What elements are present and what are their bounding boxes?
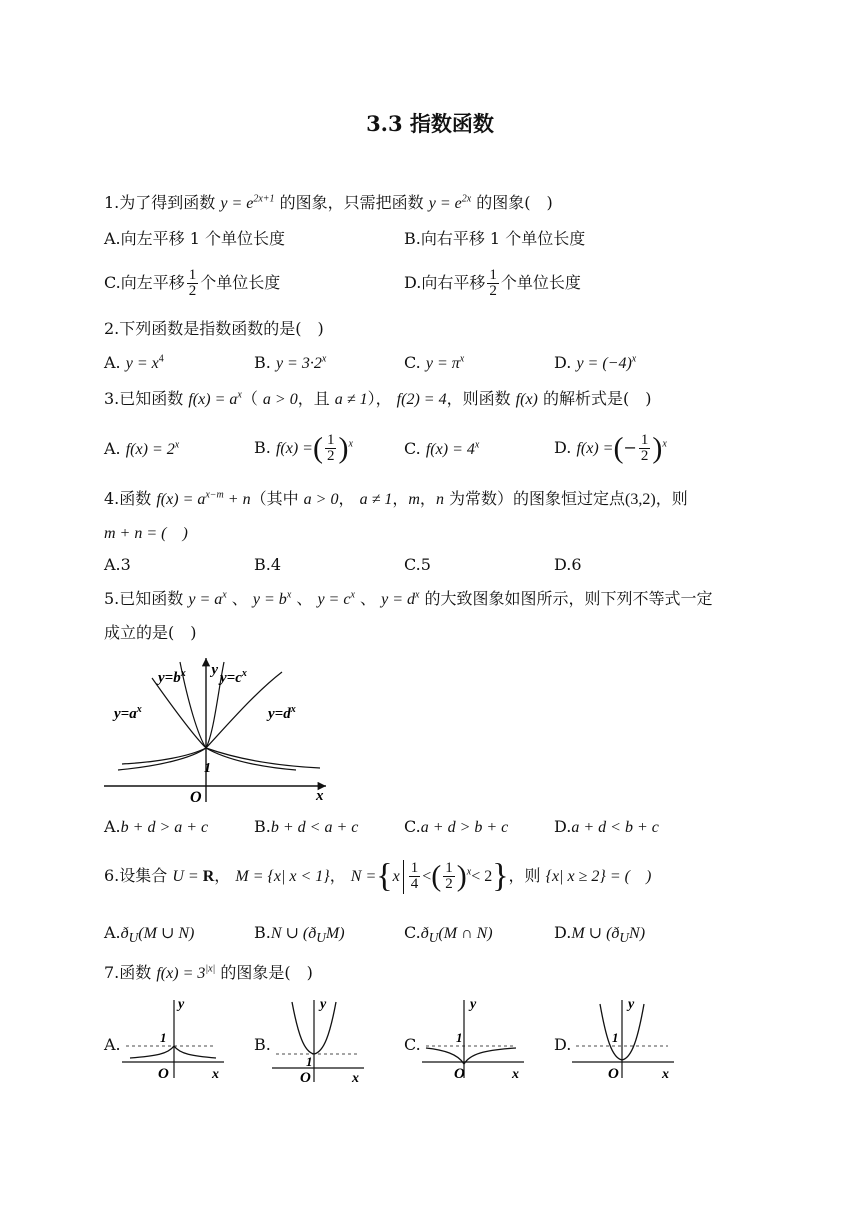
one-label: 1 — [204, 761, 211, 776]
q2-option-c: C. $y = \pi^x$ — [404, 353, 465, 372]
question-3-stem: 3.已知函数 $f(x) = a^x$（ a > 0，且 a ≠ 1）， f(2) = 4，则函数 f(x) 的解析式是( ) — [104, 389, 652, 408]
q3-option-b: B. f(x) =( $\frac{1}{2}$ )$^x$ — [254, 431, 353, 465]
question-4-stem: 4.函数 $f(x) = a^{x-m} + n$（其中 a > 0， a ≠ 1，m，n 为常数）的图象恒过定点(3,2)，则 — [104, 489, 688, 508]
label-d: $y=d^x$ — [268, 704, 296, 722]
question-4-line2: m + n = ( ) — [104, 525, 188, 542]
q7-graph-c — [420, 994, 530, 1084]
q4-option-d: D.6 — [554, 555, 582, 574]
q1-option-c: C.向左平移 $\frac{1}{2}$ 个单位长度 — [104, 267, 281, 299]
fraction: $\frac{1}{2}$ — [188, 267, 197, 299]
q5-option-a: A.b + d > a + c — [104, 817, 209, 836]
page-title: 3.3 指数函数 — [366, 111, 494, 136]
question-6-stem: 6.设集合 U = R， M = {x| x < 1}， N ={x $\frac{1}{4}$ <( $\frac{1}{2}$ )$^x$< 2}，则 {x| x ≥ 2} = ( ) — [104, 857, 652, 895]
one-label: 1 — [456, 1030, 463, 1045]
q7-graph-d — [570, 994, 680, 1084]
label-b: $y=b^x$ — [158, 668, 186, 686]
label-c: $y=c^x$ — [220, 668, 247, 686]
curve — [130, 1046, 216, 1058]
one-label: 1 — [306, 1054, 313, 1069]
y-label: y — [628, 997, 635, 1012]
q7-graph-b — [270, 994, 380, 1084]
question-5-line2: 成立的是( ) — [104, 623, 197, 642]
x-axis-label: x — [316, 788, 324, 804]
q4-option-a: A.3 — [104, 555, 131, 574]
q3-option-d: D. f(x) =(− $\frac{1}{2}$ )$^x$ — [554, 431, 667, 465]
label-a: $y=a^x$ — [114, 704, 142, 722]
question-2-stem: 2.下列函数是指数函数的是( ) — [104, 319, 324, 338]
q5-option-c: C.a + d > b + c — [404, 817, 509, 836]
q4-option-c: C.5 — [404, 555, 431, 574]
q1-option-a: A.向左平移 1 个单位长度 — [104, 229, 285, 248]
x-label: x — [662, 1067, 669, 1082]
one-label: 1 — [612, 1030, 619, 1045]
fraction: $\frac{1}{2}$ — [489, 267, 497, 299]
one-label: 1 — [160, 1030, 167, 1045]
q7-option-c-label: C. — [404, 1035, 421, 1054]
x-label: x — [352, 1071, 359, 1084]
q7-option-b-label: B. — [254, 1035, 271, 1054]
x-label: x — [512, 1067, 519, 1082]
q6-option-d: D.M ∪ $(ð_UN)$ — [554, 923, 646, 946]
origin-label: O — [190, 789, 202, 806]
origin-label: O — [158, 1066, 169, 1082]
q1-option-b: B.向右平移 1 个单位长度 — [404, 229, 586, 248]
y-label: y — [178, 997, 185, 1012]
q3-option-a: A. $f(x) = 2^x$ — [104, 439, 180, 458]
q5-option-b: B.b + d < a + c — [254, 817, 359, 836]
q7-option-a-label: A. — [104, 1035, 121, 1054]
y-label: y — [320, 997, 327, 1012]
q6-option-b: B.N ∪ $(ð_UM)$ — [254, 923, 345, 946]
q2-option-b: B. $y = 3\cdot 2^x$ — [254, 353, 327, 372]
y-axis-label: y — [211, 662, 218, 678]
y-label: y — [470, 997, 477, 1012]
q7-graph-a — [120, 994, 230, 1084]
origin-label: O — [454, 1066, 465, 1082]
q2-option-a: A. $y = x^4$ — [104, 353, 164, 372]
q5-option-d: D.a + d < b + c — [554, 817, 659, 836]
question-5-stem: 5.已知函数 $y = a^x$ 、 $y = b^x$ 、 $y = c^x$ 、 $y = d^x$ 的大致图象如图所示，则下列不等式一定 — [104, 589, 713, 608]
q1-option-d: D.向右平移 $\frac{1}{2}$ 个单位长度 — [404, 267, 581, 299]
q2-option-d: D. $y = (-4)^x$ — [554, 353, 637, 372]
origin-label: O — [300, 1070, 311, 1084]
q4-option-b: B.4 — [254, 555, 282, 574]
origin-label: O — [608, 1066, 619, 1082]
x-label: x — [212, 1067, 219, 1082]
q3-option-c: C. $f(x) = 4^x$ — [404, 439, 480, 458]
question-7-stem: 7.函数 $f(x) = 3^{|x|}$ 的图象是( ) — [104, 963, 313, 982]
curve-c — [118, 672, 282, 770]
q5-exponential-graph — [100, 652, 340, 808]
q6-option-a: $A.ð_U(M$ ∪ N) — [104, 923, 195, 946]
curve-d — [152, 678, 320, 768]
question-1-stem: 1.为了得到函数 $y = e^{2x+1}$ 的图象，只需把函数 $y = e^{2x}$ 的图象( ) — [104, 193, 553, 212]
q6-option-c: $C.ð_U(M$ ∩ N) — [404, 923, 493, 946]
q7-option-d-label: D. — [554, 1035, 572, 1054]
